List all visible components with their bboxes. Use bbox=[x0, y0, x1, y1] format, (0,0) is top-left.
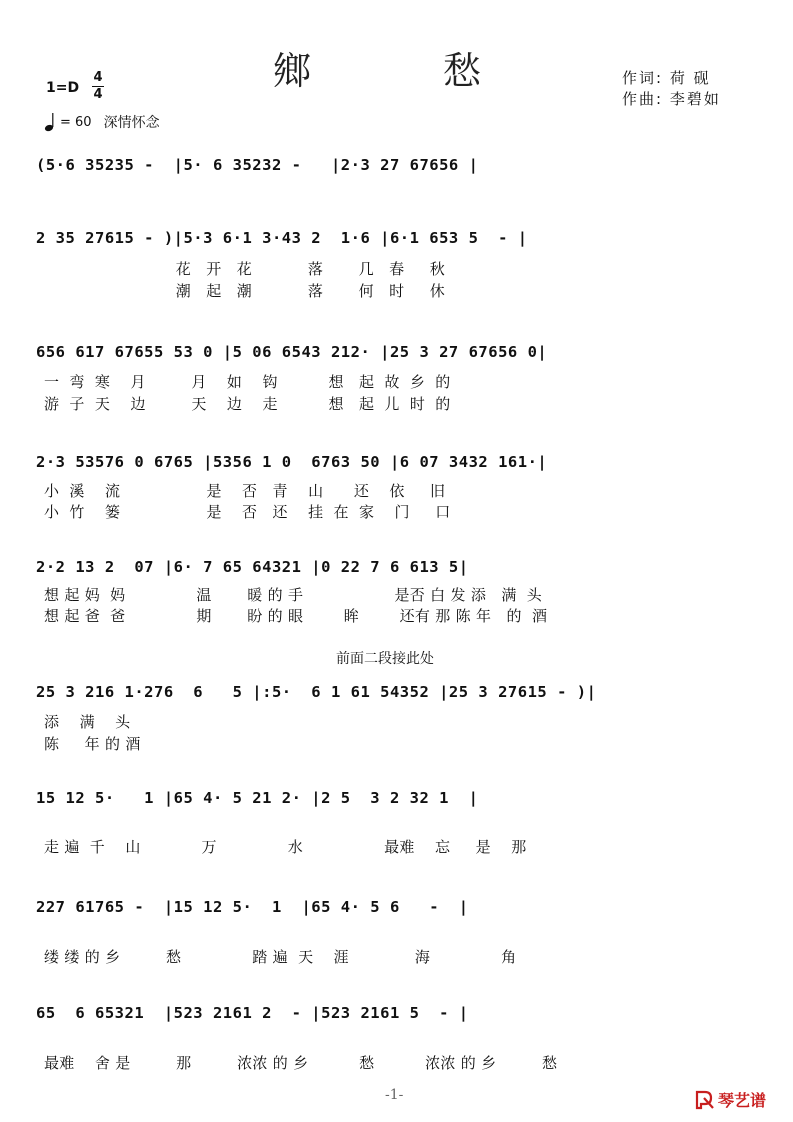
lyric-line-4-verse-2: 小 竹 篓 是 否 还 挂 在 家 门 口 bbox=[44, 503, 451, 521]
score-line-9: 65 6 65321 |523 2161 2 - |523 2161 5 - | bbox=[36, 1004, 469, 1022]
score-line-6: 25 3 216 1·276 6 5 |:5· 6 1 61 54352 |25 3 27615 - )| bbox=[36, 683, 597, 701]
time-sig-bottom: 4 bbox=[93, 87, 103, 102]
key-signature: 1=D bbox=[46, 80, 80, 96]
lyric-line-7: 走 遍 千 山 万 水 最难 忘 是 那 bbox=[44, 838, 527, 856]
site-logo bbox=[694, 1088, 766, 1111]
lyric-line-4-verse-1: 小 溪 流 是 否 青 山 还 依 旧 bbox=[44, 482, 446, 500]
quarter-note-icon bbox=[44, 112, 56, 132]
score-line-1: (5·6 35235 - |5· 6 35232 - |2·3 27 67656 | bbox=[36, 156, 479, 174]
lyric-line-5-verse-1: 想 起 妈 妈 温 暖 的 手 是否 白 发 添 满 头 bbox=[44, 586, 543, 604]
score-line-7: 15 12 5· 1 |65 4· 5 21 2· |2 5 3 2 32 1 | bbox=[36, 789, 479, 807]
time-signature bbox=[92, 71, 104, 102]
score-line-5: 2·2 13 2 07 |6· 7 65 64321 |0 22 7 6 613 5| bbox=[36, 558, 469, 576]
tempo-value: = 60 bbox=[60, 114, 92, 130]
lyric-line-2-verse-1: 花 开 花 落 几 春 秋 bbox=[44, 260, 446, 278]
lyric-line-3-verse-2: 游 子 天 边 天 边 走 想 起 儿 时 的 bbox=[44, 395, 451, 413]
segment-note: 前面二段接此处 bbox=[336, 651, 434, 667]
lyric-line-2-verse-2: 潮 起 潮 落 何 时 休 bbox=[44, 282, 446, 300]
score-line-4: 2·3 53576 0 6765 |5356 1 0 6763 50 |6 07 3432 161·| bbox=[36, 453, 548, 471]
logo-mark-icon bbox=[694, 1089, 716, 1111]
lyric-line-9: 最难 舍 是 那 浓浓 的 乡 愁 浓浓 的 乡 愁 bbox=[44, 1054, 558, 1072]
time-sig-top: 4 bbox=[93, 70, 103, 85]
score-line-2: 2 35 27615 - )|5·3 6·1 3·43 2 1·6 |6·1 653 5 - | bbox=[36, 229, 528, 247]
logo-text: 琴艺谱 bbox=[718, 1091, 767, 1110]
title-char-2: 愁 bbox=[443, 49, 484, 93]
score-line-8: 227 61765 - |15 12 5· 1 |65 4· 5 6 - | bbox=[36, 898, 469, 916]
lyric-line-3-verse-1: 一 弯 寒 月 月 如 钩 想 起 故 乡 的 bbox=[44, 373, 451, 391]
title-char-1: 鄉 bbox=[273, 49, 314, 93]
credits bbox=[622, 68, 721, 110]
mood-text: 深情怀念 bbox=[103, 115, 160, 131]
lyricist: 作词: 荷 砚 bbox=[622, 69, 711, 87]
lyric-line-6-verse-1: 添 满 头 bbox=[44, 713, 131, 731]
tempo-marking bbox=[44, 112, 160, 132]
lyric-line-8: 缕 缕 的 乡 愁 踏 遍 天 涯 海 角 bbox=[44, 948, 517, 966]
page-number: -1- bbox=[385, 1087, 404, 1103]
lyric-line-6-verse-2: 陈 年 的 酒 bbox=[44, 735, 141, 753]
composer: 作曲: 李碧如 bbox=[622, 90, 721, 108]
lyric-line-5-verse-2: 想 起 爸 爸 期 盼 的 眼 眸 还有 那 陈 年 的 酒 bbox=[44, 607, 548, 625]
score-line-3: 656 617 67655 53 0 |5 06 6543 212· |25 3 27 67656 0| bbox=[36, 343, 548, 361]
